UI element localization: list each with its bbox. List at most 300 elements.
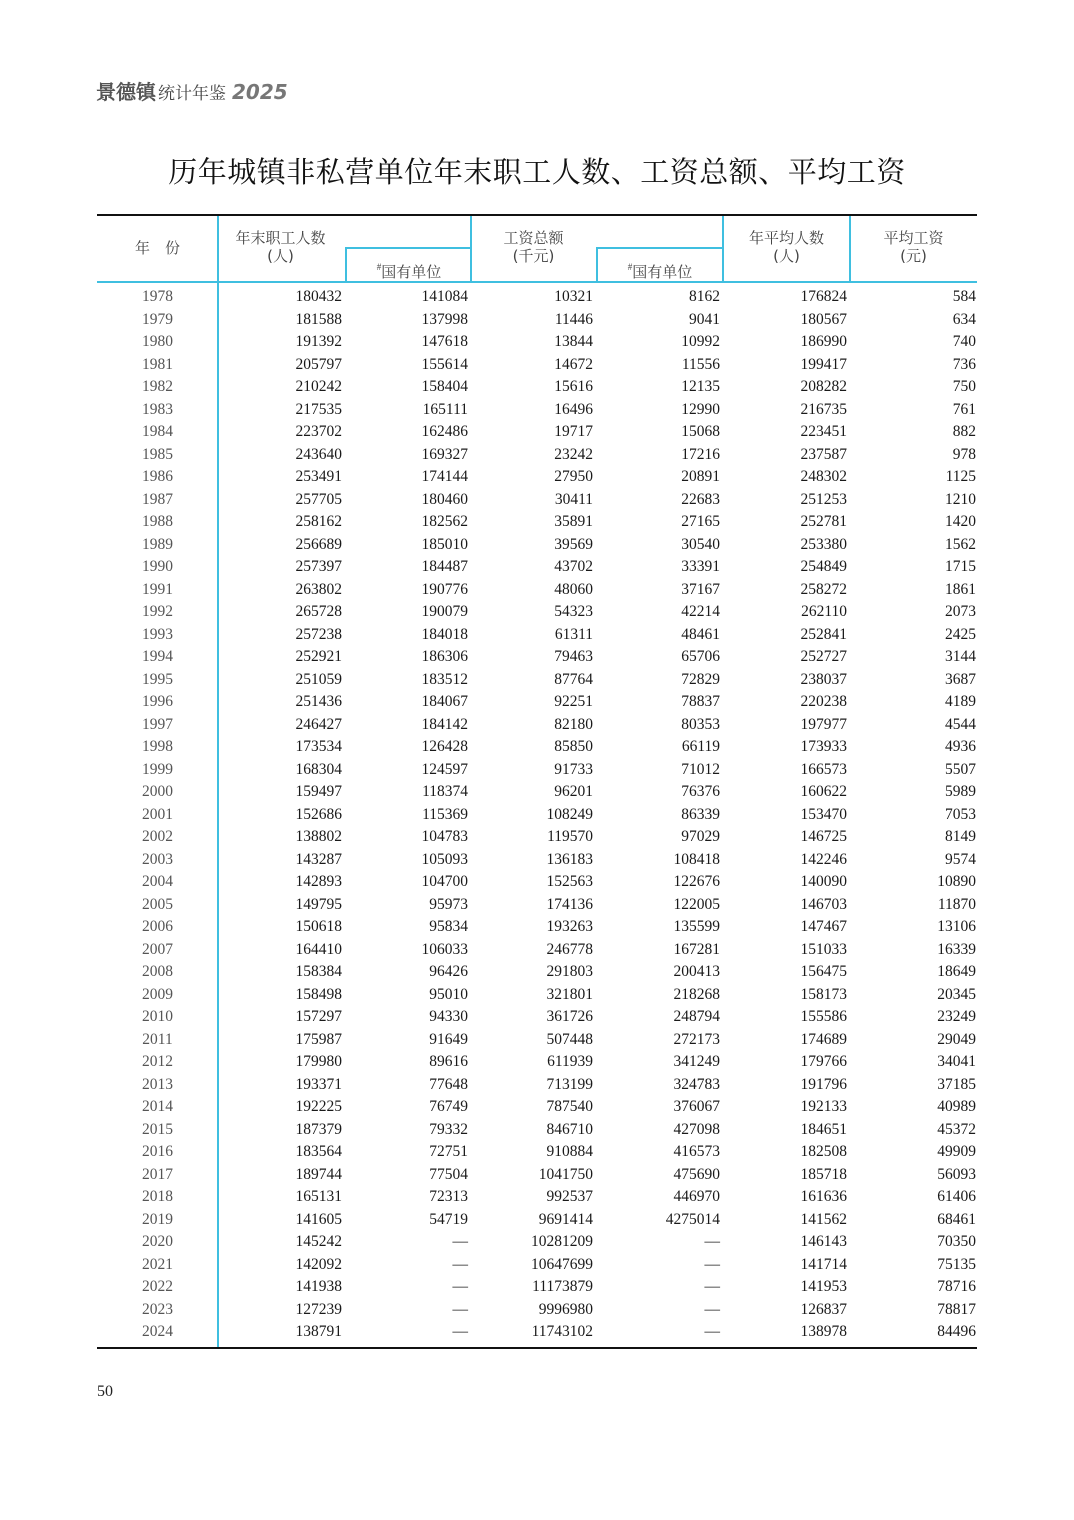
cell-year: 2007 <box>142 940 173 958</box>
cell-avg-staff: 155586 <box>800 1008 847 1025</box>
cell-avg-staff: 186990 <box>800 333 847 350</box>
cell-employees: 223702 <box>295 423 342 440</box>
cell-avg-wage: 29049 <box>937 1030 976 1048</box>
header-year <box>97 239 218 257</box>
cell-wages: 9996980 <box>538 1300 593 1318</box>
cell-year: 1999 <box>142 760 173 778</box>
cell-employees: 246427 <box>295 715 342 733</box>
cell-year: 1980 <box>142 333 173 350</box>
cell-avg-staff: 138978 <box>800 1323 847 1340</box>
cell-employees: 141605 <box>295 1210 342 1228</box>
cell-avg-staff: 151033 <box>800 940 847 958</box>
cell-employees: 179980 <box>295 1053 342 1070</box>
cell-wages: 11743102 <box>531 1323 593 1340</box>
cell-wages: 43702 <box>554 558 593 575</box>
cell-wages-state: 11556 <box>681 355 720 373</box>
cell-avg-staff: 220238 <box>800 693 847 710</box>
cell-avg-staff: 141953 <box>800 1278 847 1295</box>
cell-employees: 256689 <box>295 535 342 553</box>
cell-avg-wage: 1210 <box>945 490 976 508</box>
cell-wages-state: — <box>704 1278 720 1295</box>
cell-avg-wage: 2073 <box>945 603 976 620</box>
cell-wages: 19717 <box>554 423 593 440</box>
cell-employees-state: 94330 <box>429 1008 468 1025</box>
cell-year: 2002 <box>142 828 173 845</box>
cell-wages-state: 42214 <box>681 603 720 620</box>
cell-wages: 846710 <box>546 1120 593 1138</box>
cell-wages-state: 8162 <box>689 288 720 305</box>
cell-avg-staff: 192133 <box>800 1098 847 1115</box>
cell-wages-state: 12135 <box>681 378 720 395</box>
table-row <box>97 849 977 872</box>
cell-avg-wage: 8149 <box>945 828 976 845</box>
cell-avg-wage: 70350 <box>937 1233 976 1250</box>
cell-employees: 258162 <box>295 513 342 530</box>
cell-wages-state: 248794 <box>673 1008 720 1025</box>
cell-wages-state: 416573 <box>673 1143 720 1160</box>
cell-avg-staff: 147467 <box>800 918 847 935</box>
cell-employees: 157297 <box>295 1008 342 1025</box>
cell-wages: 321801 <box>546 985 593 1003</box>
cell-wages: 992537 <box>546 1188 593 1205</box>
cell-wages: 1041750 <box>538 1165 593 1183</box>
cell-year: 1981 <box>142 355 173 373</box>
cell-avg-staff: 153470 <box>800 805 847 823</box>
table-row <box>97 421 977 444</box>
cell-employees: 159497 <box>295 783 342 800</box>
cell-avg-wage: 84496 <box>937 1323 976 1340</box>
cell-year: 1993 <box>142 625 173 643</box>
cell-avg-staff: 254849 <box>800 558 847 575</box>
cell-avg-staff: 146703 <box>800 895 847 913</box>
header-avg-staff <box>723 229 850 265</box>
cell-employees-state: 95834 <box>429 918 468 935</box>
cell-employees: 257238 <box>295 625 342 643</box>
cell-employees-state: 77648 <box>429 1075 468 1093</box>
cell-wages-state: 33391 <box>681 558 720 575</box>
cell-employees-state: 105093 <box>421 850 468 868</box>
header-wages-state <box>598 258 722 281</box>
cell-avg-wage: 1125 <box>945 468 976 485</box>
cell-avg-wage: 37185 <box>937 1075 976 1093</box>
header-wages-state-label: 国有单位 <box>632 263 693 281</box>
table-row <box>97 1209 977 1232</box>
cell-employees-state: — <box>452 1278 468 1295</box>
cell-avg-wage: 56093 <box>937 1165 976 1183</box>
cell-wages-state: 272173 <box>673 1030 720 1048</box>
cell-wages: 48060 <box>554 580 593 598</box>
cell-wages: 15616 <box>554 378 593 395</box>
table-row <box>97 1141 977 1164</box>
cell-employees: 251059 <box>295 670 342 688</box>
header-wages-label: 工资总额 <box>503 229 564 247</box>
cell-avg-wage: 3687 <box>945 670 976 688</box>
cell-wages-state: 17216 <box>681 445 720 463</box>
cell-employees-state: 126428 <box>421 738 468 755</box>
cell-wages-state: 108418 <box>673 850 720 868</box>
cell-wages-state: 76376 <box>681 783 720 800</box>
table-row <box>97 669 977 692</box>
table-row <box>97 781 977 804</box>
header-employees-unit: (人) <box>267 247 294 265</box>
table-row <box>97 1231 977 1254</box>
cell-wages-state: 80353 <box>681 715 720 733</box>
cell-employees-state: 72313 <box>429 1188 468 1205</box>
cell-avg-wage: 4189 <box>945 693 976 710</box>
cell-wages: 30411 <box>554 490 593 508</box>
cell-employees: 191392 <box>295 333 342 350</box>
table-row <box>97 894 977 917</box>
subheader-divider-employees <box>345 247 347 283</box>
cell-employees-state: 184487 <box>421 558 468 575</box>
cell-employees: 252921 <box>295 648 342 665</box>
cell-employees: 158384 <box>295 963 342 980</box>
cell-year: 2016 <box>142 1143 173 1160</box>
cell-wages: 291803 <box>546 963 593 980</box>
cell-employees: 251436 <box>295 693 342 710</box>
cell-avg-staff: 223451 <box>800 423 847 440</box>
cell-year: 1990 <box>142 558 173 575</box>
cell-wages: 611939 <box>547 1053 593 1070</box>
cell-employees: 205797 <box>295 355 342 373</box>
table-row <box>97 1006 977 1029</box>
table-row <box>97 1074 977 1097</box>
header-bottom-rule <box>97 281 977 283</box>
table-row <box>97 939 977 962</box>
cell-wages: 136183 <box>546 850 593 868</box>
cell-year: 1978 <box>142 288 173 305</box>
header-employees-label: 年末职工人数 <box>235 229 326 247</box>
cell-avg-staff: 141562 <box>800 1210 847 1228</box>
cell-avg-wage: 49909 <box>937 1143 976 1160</box>
cell-wages-state: 27165 <box>681 513 720 530</box>
cell-employees: 175987 <box>295 1030 342 1048</box>
cell-wages: 787540 <box>546 1098 593 1115</box>
cell-employees: 152686 <box>295 805 342 823</box>
cell-employees-state: 190079 <box>421 603 468 620</box>
cell-avg-wage: 4544 <box>945 715 976 733</box>
cell-year: 1988 <box>142 513 173 530</box>
cell-wages-state: 446970 <box>673 1188 720 1205</box>
subheader-rule-employees <box>345 247 471 249</box>
cell-avg-wage: 61406 <box>937 1188 976 1205</box>
cell-employees-state: 118374 <box>422 783 468 800</box>
cell-avg-staff: 191796 <box>800 1075 847 1093</box>
cell-employees: 138791 <box>295 1323 342 1340</box>
cell-wages: 119570 <box>547 828 593 845</box>
table-row <box>97 1321 977 1344</box>
cell-avg-wage: 11870 <box>937 895 976 913</box>
table-row <box>97 286 977 309</box>
cell-wages-state: 15068 <box>681 423 720 440</box>
table-row <box>97 984 977 1007</box>
cell-employees: 180432 <box>295 288 342 305</box>
cell-wages: 10647699 <box>531 1255 593 1273</box>
cell-avg-staff: 141714 <box>800 1255 847 1273</box>
table-row <box>97 1276 977 1299</box>
table-row <box>97 804 977 827</box>
cell-wages: 507448 <box>546 1030 593 1048</box>
cell-wages-state: 324783 <box>673 1075 720 1093</box>
cell-employees-state: 95973 <box>429 895 468 913</box>
cell-year: 2022 <box>142 1278 173 1295</box>
cell-employees-state: 184018 <box>421 625 468 643</box>
cell-avg-wage: 75135 <box>937 1255 976 1273</box>
cell-wages: 61311 <box>554 625 593 643</box>
cell-avg-wage: 13106 <box>937 918 976 935</box>
table-row <box>97 1029 977 1052</box>
table-row <box>97 714 977 737</box>
cell-employees-state: 190776 <box>421 580 468 598</box>
cell-employees-state: 72751 <box>429 1143 468 1160</box>
cell-employees: 189744 <box>295 1165 342 1183</box>
cell-wages: 10281209 <box>531 1233 593 1250</box>
cell-year: 2000 <box>142 783 173 800</box>
table-row <box>97 961 977 984</box>
cell-employees-state: 141084 <box>421 288 468 305</box>
header-divider-4 <box>849 216 851 283</box>
table-row <box>97 376 977 399</box>
header-avg-staff-unit: (人) <box>773 247 800 265</box>
cell-avg-wage: 1562 <box>945 535 976 553</box>
cell-avg-staff: 197977 <box>800 715 847 733</box>
cell-year: 1982 <box>142 378 173 395</box>
header-employees-state-label: 国有单位 <box>381 263 442 281</box>
cell-avg-wage: 736 <box>952 355 976 373</box>
cell-year: 2024 <box>142 1323 173 1340</box>
cell-employees-state: 106033 <box>421 940 468 958</box>
cell-wages: 246778 <box>546 940 593 958</box>
cell-employees: 142092 <box>295 1255 342 1273</box>
cell-avg-wage: 5507 <box>945 760 976 778</box>
cell-employees-state: 162486 <box>421 423 468 440</box>
cell-wages-state: 135599 <box>673 918 720 935</box>
cell-employees: 265728 <box>295 603 342 620</box>
cell-wages: 79463 <box>554 648 593 665</box>
cell-wages: 174136 <box>546 895 593 913</box>
cell-year: 2006 <box>142 918 173 935</box>
cell-avg-wage: 23249 <box>937 1008 976 1025</box>
cell-employees: 127239 <box>295 1300 342 1318</box>
running-head-book: 统计年鉴 <box>158 84 226 104</box>
cell-avg-wage: 9574 <box>945 850 976 868</box>
cell-avg-wage: 750 <box>952 378 976 395</box>
cell-year: 2019 <box>142 1210 173 1228</box>
cell-employees-state: 124597 <box>421 760 468 778</box>
cell-avg-wage: 34041 <box>937 1053 976 1070</box>
cell-employees-state: — <box>452 1233 468 1250</box>
cell-employees: 149795 <box>295 895 342 913</box>
cell-wages: 108249 <box>546 805 593 823</box>
cell-wages-state: 122005 <box>673 895 720 913</box>
table-row <box>97 916 977 939</box>
cell-avg-staff: 142246 <box>800 850 847 868</box>
cell-wages: 35891 <box>554 513 593 530</box>
cell-employees: 145242 <box>295 1233 342 1250</box>
table-bottom-rule <box>97 1347 977 1349</box>
cell-employees-state: 95010 <box>429 985 468 1003</box>
cell-employees-state: 147618 <box>421 333 468 350</box>
cell-employees-state: 89616 <box>429 1053 468 1070</box>
cell-wages-state: — <box>704 1233 720 1250</box>
cell-wages: 87764 <box>554 670 593 688</box>
table-row <box>97 331 977 354</box>
cell-wages-state: 427098 <box>673 1120 720 1138</box>
cell-employees: 210242 <box>295 378 342 395</box>
cell-avg-wage: 740 <box>952 333 976 350</box>
cell-wages: 14672 <box>554 355 593 373</box>
cell-year: 1984 <box>142 423 173 440</box>
cell-wages-state: — <box>704 1300 720 1318</box>
cell-wages-state: 20891 <box>681 468 720 485</box>
table-row <box>97 759 977 782</box>
cell-wages-state: 65706 <box>681 648 720 665</box>
header-employees-state <box>347 258 471 281</box>
cell-avg-wage: 16339 <box>937 940 976 958</box>
table-row <box>97 826 977 849</box>
cell-employees-state: 165111 <box>422 400 468 418</box>
cell-wages: 92251 <box>554 693 593 710</box>
cell-employees: 243640 <box>295 445 342 463</box>
cell-avg-staff: 158173 <box>800 985 847 1003</box>
cell-avg-wage: 1715 <box>945 558 976 575</box>
table-row <box>97 1254 977 1277</box>
cell-year: 1992 <box>142 603 173 620</box>
header-year-label: 年 份 <box>134 239 180 257</box>
cell-year: 2015 <box>142 1120 173 1138</box>
cell-employees-state: 155614 <box>421 355 468 373</box>
header-employees-state-mark: # <box>376 262 382 272</box>
cell-avg-wage: 18649 <box>937 963 976 980</box>
cell-avg-wage: 882 <box>952 423 976 440</box>
table-row <box>97 871 977 894</box>
cell-employees-state: — <box>452 1255 468 1273</box>
page-title: 历年城镇非私营单位年末职工人数、工资总额、平均工资 <box>168 155 906 189</box>
cell-year: 1987 <box>142 490 173 508</box>
cell-employees: 187379 <box>295 1120 342 1138</box>
cell-employees-state: 104783 <box>421 828 468 845</box>
table-row <box>97 399 977 422</box>
cell-year: 1989 <box>142 535 173 553</box>
header-avg-wage-label: 平均工资 <box>883 229 944 247</box>
cell-wages: 910884 <box>546 1143 593 1160</box>
table-row <box>97 1186 977 1209</box>
cell-employees-state: — <box>452 1323 468 1340</box>
cell-avg-wage: 2425 <box>945 625 976 643</box>
table-row <box>97 511 977 534</box>
cell-avg-wage: 45372 <box>937 1120 976 1138</box>
table-row <box>97 1051 977 1074</box>
cell-wages: 91733 <box>554 760 593 778</box>
header-avg-staff-label: 年平均人数 <box>748 229 824 247</box>
cell-avg-staff: 237587 <box>800 445 847 463</box>
table-row <box>97 601 977 624</box>
cell-employees: 168304 <box>295 760 342 778</box>
cell-avg-wage: 10890 <box>937 873 976 890</box>
cell-employees-state: 91649 <box>429 1030 468 1048</box>
cell-avg-wage: 978 <box>952 445 976 463</box>
cell-year: 2010 <box>142 1008 173 1025</box>
cell-year: 2014 <box>142 1098 173 1115</box>
cell-avg-staff: 166573 <box>800 760 847 778</box>
cell-employees-state: 158404 <box>421 378 468 395</box>
cell-wages-state: 4275014 <box>665 1210 720 1228</box>
cell-avg-wage: 634 <box>952 310 976 328</box>
cell-employees-state: 169327 <box>421 445 468 463</box>
cell-avg-staff: 176824 <box>800 288 847 305</box>
cell-avg-wage: 3144 <box>945 648 976 665</box>
cell-avg-staff: 174689 <box>800 1030 847 1048</box>
table-row <box>97 534 977 557</box>
cell-employees-state: 96426 <box>429 963 468 980</box>
cell-wages-state: 78837 <box>681 693 720 710</box>
cell-year: 1996 <box>142 693 173 710</box>
header-avg-wage-unit: (元) <box>900 247 927 265</box>
cell-year: 1995 <box>142 670 173 688</box>
cell-wages: 193263 <box>546 918 593 935</box>
cell-year: 2011 <box>142 1030 173 1048</box>
table-row <box>97 1299 977 1322</box>
cell-employees-state: 184142 <box>421 715 468 733</box>
table-row <box>97 444 977 467</box>
cell-wages: 10321 <box>554 288 593 305</box>
cell-wages: 9691414 <box>538 1210 593 1228</box>
cell-wages-state: 37167 <box>681 580 720 598</box>
running-head-city: 景德镇 <box>96 80 156 104</box>
cell-avg-wage: 761 <box>952 400 976 418</box>
cell-wages: 82180 <box>554 715 593 733</box>
cell-employees-state: 186306 <box>421 648 468 665</box>
cell-employees: 192225 <box>295 1098 342 1115</box>
table-row <box>97 624 977 647</box>
cell-avg-staff: 146725 <box>800 828 847 845</box>
cell-wages-state: 86339 <box>681 805 720 823</box>
cell-employees-state: 183512 <box>421 670 468 688</box>
cell-year: 2005 <box>142 895 173 913</box>
cell-wages-state: 48461 <box>681 625 720 643</box>
cell-employees-state: 54719 <box>429 1210 468 1228</box>
cell-avg-staff: 258272 <box>800 580 847 598</box>
header-divider-2 <box>470 216 472 283</box>
cell-avg-staff: 180567 <box>800 310 847 328</box>
cell-employees-state: 104700 <box>421 873 468 890</box>
cell-employees: 193371 <box>295 1075 342 1093</box>
table-row <box>97 1164 977 1187</box>
cell-avg-staff: 252781 <box>800 513 847 530</box>
header-divider-3 <box>722 216 724 283</box>
header-wages-unit: (千元) <box>512 247 555 265</box>
cell-wages: 13844 <box>554 333 593 350</box>
cell-employees: 263802 <box>295 580 342 598</box>
cell-year: 2017 <box>142 1165 173 1183</box>
cell-wages-state: 12990 <box>681 400 720 418</box>
cell-avg-wage: 68461 <box>937 1210 976 1228</box>
cell-avg-wage: 1861 <box>945 580 976 598</box>
cell-avg-wage: 78716 <box>937 1278 976 1295</box>
table-row <box>97 466 977 489</box>
cell-wages: 361726 <box>546 1008 593 1025</box>
cell-year: 2009 <box>142 985 173 1003</box>
cell-wages-state: 71012 <box>681 760 720 778</box>
cell-wages: 39569 <box>554 535 593 553</box>
table-row <box>97 1119 977 1142</box>
cell-avg-staff: 208282 <box>800 378 847 395</box>
cell-wages: 85850 <box>554 738 593 755</box>
cell-avg-wage: 5989 <box>945 783 976 800</box>
cell-year: 2003 <box>142 850 173 868</box>
cell-employees: 217535 <box>295 400 342 418</box>
cell-wages-state: 122676 <box>673 873 720 890</box>
